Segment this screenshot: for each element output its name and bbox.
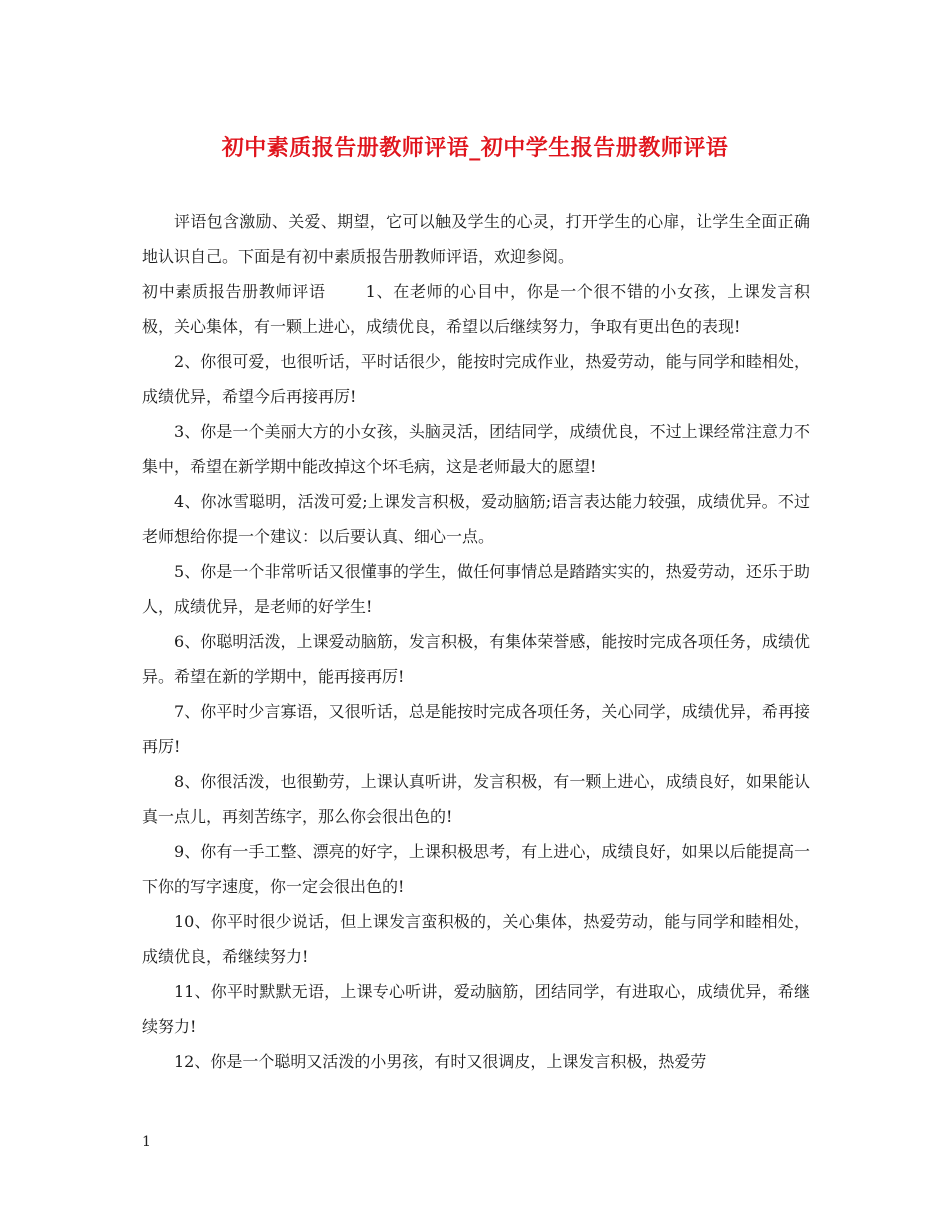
document-title: 初中素质报告册教师评语_初中学生报告册教师评语 (221, 135, 729, 161)
comment-item-1: 1、在老师的心目中，你是一个很不错的小女孩，上课发言积极，关心集体，有一颗上进心，成绩优良，希望以后继续努力，争取有更出色的表现! (142, 282, 810, 336)
section-paragraph (142, 274, 810, 344)
comment-item-10: 10、你平时很少说话，但上课发言蛮积极的，关心集体，热爱劳动，能与同学和睦相处，成绩优良，希继续努力! (142, 912, 810, 966)
comment-item-12: 12、你是一个聪明又活泼的小男孩，有时又很调皮，上课发言积极，热爱劳 (174, 1052, 707, 1071)
comment-item-11: 11、你平时默默无语，上课专心听讲，爱动脑筋，团结同学，有进取心，成绩优异，希继续努力! (142, 982, 810, 1036)
comment-item-4: 4、你冰雪聪明，活泼可爱;上课发言积极，爱动脑筋;语言表达能力较强，成绩优异。不过老师想给你提一个建议：以后要认真、细心一点。 (142, 492, 810, 546)
comment-item-3: 3、你是一个美丽大方的小女孩，头脑灵活，团结同学，成绩优良，不过上课经常注意力不集中，希望在新学期中能改掉这个坏毛病，这是老师最大的愿望! (142, 422, 810, 476)
comment-item-7: 7、你平时少言寡语，又很听话，总是能按时完成各项任务，关心同学，成绩优异，希再接再厉! (142, 702, 810, 756)
page-number: 1 (142, 1134, 151, 1150)
comment-item-9: 9、你有一手工整、漂亮的好字，上课积极思考，有上进心，成绩良好，如果以后能提高一下你的写字速度，你一定会很出色的! (142, 842, 810, 896)
comment-item-6: 6、你聪明活泼，上课爱动脑筋，发言积极，有集体荣誉感，能按时完成各项任务，成绩优异。希望在新的学期中，能再接再厉! (142, 632, 810, 686)
comment-item-8: 8、你很活泼，也很勤劳，上课认真听讲，发言积极，有一颗上进心，成绩良好，如果能认真一点儿，再刻苦练字，那么你会很出色的! (142, 772, 810, 826)
document-body (142, 204, 810, 1079)
intro-paragraph: 评语包含激励、关爱、期望，它可以触及学生的心灵，打开学生的心扉，让学生全面正确地认识自己。下面是有初中素质报告册教师评语，欢迎参阅。 (142, 212, 810, 266)
section-heading: 初中素质报告册教师评语 (142, 282, 326, 301)
comment-item-5: 5、你是一个非常听话又很懂事的学生，做任何事情总是踏踏实实的，热爱劳动，还乐于助人，成绩优异，是老师的好学生! (142, 562, 810, 616)
comment-item-2: 2、你很可爱，也很听话，平时话很少，能按时完成作业，热爱劳动，能与同学和睦相处，成绩优异，希望今后再接再厉! (142, 352, 810, 406)
